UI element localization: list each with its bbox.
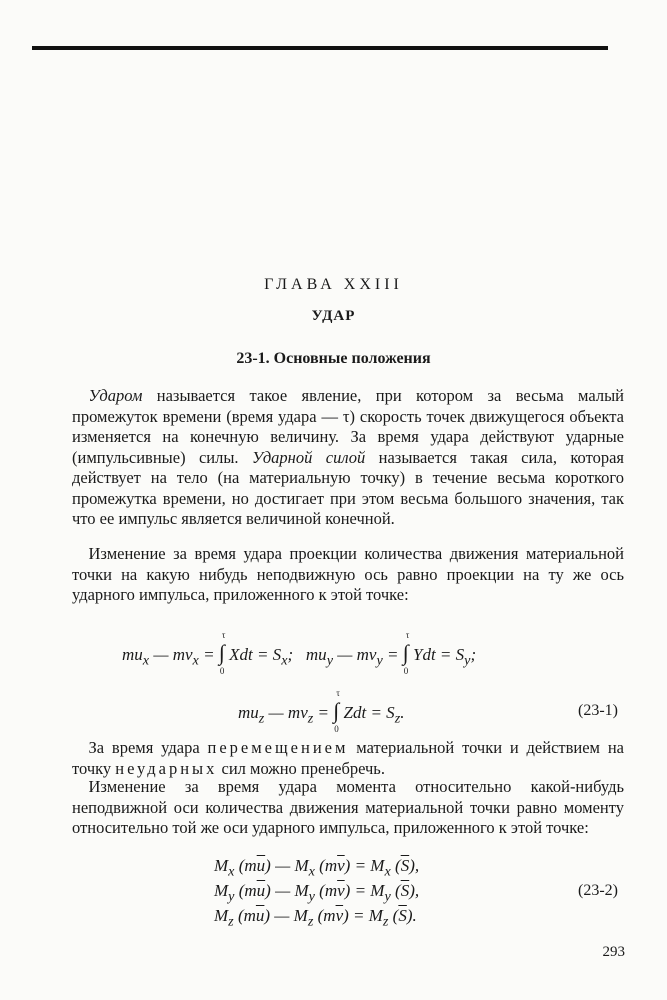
top-rule	[32, 46, 608, 50]
paragraph-projection	[72, 544, 624, 606]
paragraph-text: Изменение за время удара момента относительно какой-нибудь неподвижной оси количества движения материальной точки равно моменту относительно той же оси ударного импульса, приложенного к этой точке:	[72, 777, 624, 837]
spaced-term: перемещением	[207, 738, 349, 757]
equation-23-2-line3: $M_z$ $(m\overline{u})$ — $M_z$ $(m\overline{v}) = M_z$ $(\overline{S})$.	[214, 906, 417, 930]
page-number: 293	[602, 944, 625, 960]
equation-23-1-line2: $mu_z$ — $mv_z$ = ∫ τ 0 Zdt = $S_z$.	[238, 688, 405, 734]
chapter-heading: ГЛАВА XXIII	[264, 276, 403, 293]
paragraph-moment	[72, 777, 624, 839]
integral-icon: ∫ τ 0	[402, 630, 410, 676]
paragraph-text: За время удара	[88, 738, 208, 757]
equation-23-1-line1: $mu_x$ — $mv_x$ = ∫ τ 0 Xdt = $S_x$; $mu_y$ — $mv_y$ = ∫ τ 0 Ydt = $S_y$;	[122, 630, 477, 676]
equation-number: (23-2)	[578, 882, 618, 899]
equation-number: (23-1)	[578, 702, 618, 719]
paragraph-text: сил можно пренебречь.	[217, 758, 385, 778]
eq-term: $mu_x$ — $mv_x$ =	[122, 645, 219, 669]
paragraph-text: называется такая сила, которая действует на тело (на материальную точку) в течение весьма короткого промежутка времени, но достигает при этом весьма большого значения, так что ее импульс является величиной конечной.	[72, 447, 625, 528]
equation-23-2-line2: $M_y$ $(m\overline{u})$ — $M_y$ $(m\overline{v}) = M_y$ $(\overline{S})$,	[214, 881, 420, 905]
equation-23-2-line1: $M_x$ $(m\overline{u})$ — $M_x$ $(m\overline{v}) = M_x$ $(\overline{S})$,	[214, 856, 420, 880]
term-udar: Ударом	[88, 386, 143, 405]
paragraph-neglect	[72, 738, 624, 779]
spaced-term: неударных	[115, 758, 218, 778]
integral-icon: ∫ τ 0	[218, 630, 226, 676]
integral-icon: ∫ τ 0	[333, 688, 340, 734]
paragraph-definition	[72, 386, 624, 530]
paragraph-text: Изменение за время удара проекции количества движения материальной точки на какую нибудь неподвижную ось равно проекции на ту же ось ударного импульса, приложенного к этой точке:	[72, 544, 624, 604]
paragraph-text: называется такое явление, при котором за весьма малый промежуток времени (время удара — τ) скорость точек движущегося объекта изменяется на конечную величину. За время удара действуют ударные (импульсивные) силы.	[72, 386, 624, 467]
paragraph-text: материальной точки и действием на точку	[72, 738, 624, 778]
chapter-title: УДАР	[311, 308, 356, 324]
section-heading: 23-1. Основные положения	[236, 350, 431, 367]
term-udarnaya-sila: Ударной силой	[251, 447, 366, 467]
